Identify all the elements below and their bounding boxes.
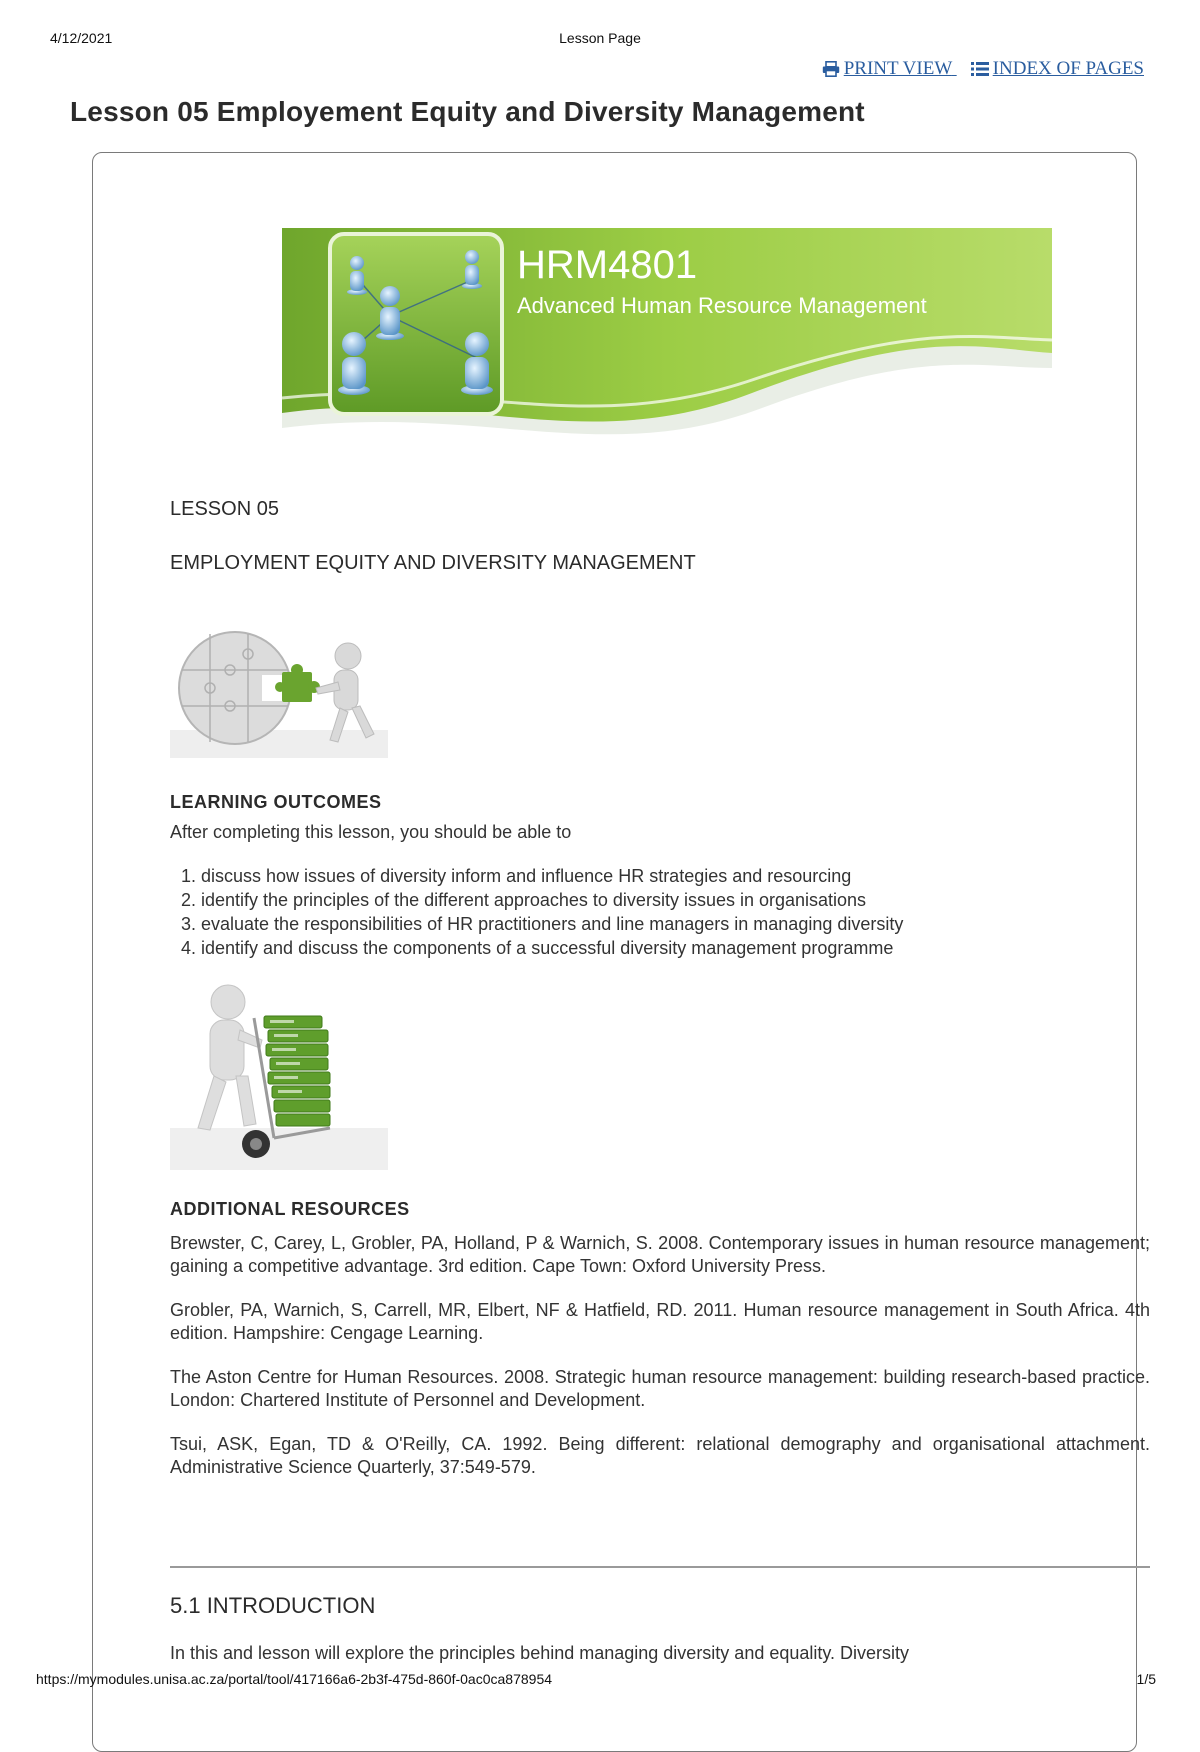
banner-course-code: HRM4801 xyxy=(517,243,698,287)
hand-truck-illustration xyxy=(170,978,388,1170)
print-url: https://mymodules.unisa.ac.za/portal/tool/417166a6-2b3f-475d-860f-0ac0ca878954 xyxy=(36,1671,553,1687)
section-divider xyxy=(170,1566,1150,1568)
lesson-title: Lesson 05 Employement Equity and Diversity Management xyxy=(70,96,865,127)
banner-course-subtitle: Advanced Human Resource Management xyxy=(517,293,927,318)
reference-item: Tsui, ASK, Egan, TD & O'Reilly, CA. 1992. Being different: relational demography and organisational attachment. Administrative Science Quarterly, 37:549-579. xyxy=(170,1434,1150,1477)
lesson-topic-heading: EMPLOYMENT EQUITY AND DIVERSITY MANAGEMENT xyxy=(170,552,696,574)
list-item: 3. evaluate the responsibilities of HR practitioners and line managers in managing diversity xyxy=(201,912,903,936)
print-page-number: 1/5 xyxy=(1136,1671,1156,1687)
print-view-link[interactable] xyxy=(822,58,957,79)
reference-item: Grobler, PA, Warnich, S, Carrell, MR, Elbert, NF & Hatfield, RD. 2011. Human resource management in South Africa. 4th edition. Hampshire: Cengage Learning. xyxy=(170,1300,1150,1343)
learning-outcomes-list xyxy=(170,864,903,960)
print-icon xyxy=(822,61,840,77)
list-item: 4. identify and discuss the components of a successful diversity management programme xyxy=(201,936,903,960)
additional-resources-heading: ADDITIONAL RESOURCES xyxy=(170,1199,410,1219)
learning-outcomes-heading: LEARNING OUTCOMES xyxy=(170,792,382,812)
puzzle-illustration xyxy=(170,620,388,758)
reference-item: Brewster, C, Carey, L, Grobler, PA, Holland, P & Warnich, S. 2008. Contemporary issues in human resource management; gaining a competitive advantage. 3rd edition. Cape Town: Oxford University Press. xyxy=(170,1233,1150,1276)
reference-item: The Aston Centre for Human Resources. 2008. Strategic human resource management: building research-based practice. London: Chartered Institute of Personnel and Development. xyxy=(170,1367,1150,1410)
print-date: 4/12/2021 xyxy=(50,30,113,46)
print-page-title: Lesson Page xyxy=(559,30,641,46)
top-links xyxy=(808,58,1144,80)
course-banner xyxy=(282,228,1052,468)
index-of-pages-link[interactable] xyxy=(971,58,1144,79)
list-item: 2. identify the principles of the different approaches to diversity issues in organisations xyxy=(201,888,903,912)
print-view-label: PRINT VIEW xyxy=(843,58,952,79)
outcomes-intro-text: After completing this lesson, you should be able to xyxy=(170,822,572,842)
index-of-pages-label: INDEX OF PAGES xyxy=(992,58,1144,79)
list-item: 1. discuss how issues of diversity inform and influence HR strategies and resourcing xyxy=(201,864,903,888)
introduction-heading: 5.1 INTRODUCTION xyxy=(170,1593,376,1618)
introduction-first-line: In this and lesson will explore the principles behind managing diversity and equality. Diversity xyxy=(170,1643,910,1663)
lesson-number-heading: LESSON 05 xyxy=(170,498,279,520)
list-icon xyxy=(971,61,989,77)
references-list xyxy=(170,1232,1150,1500)
